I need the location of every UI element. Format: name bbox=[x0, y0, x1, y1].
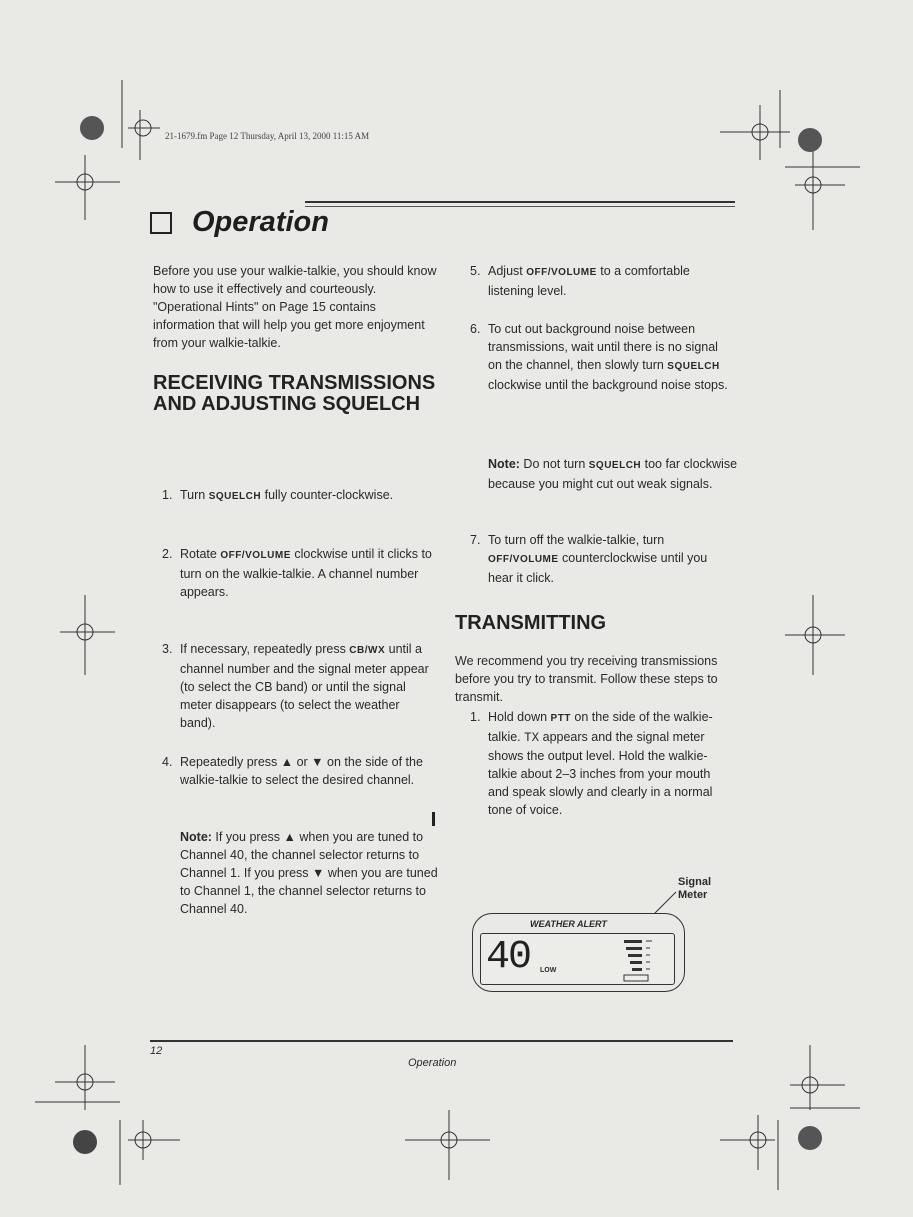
low-indicator: LOW bbox=[540, 967, 557, 974]
battery-icon bbox=[624, 975, 648, 981]
note-channel-wrap: Note: If you press ▲ when you are tuned to Channel 40, the channel selector returns to Channel 1. If you press ▼ when you are tuned to Channel 1, the channel selector returns to Channel 40. bbox=[180, 830, 438, 916]
section-heading-transmitting: TRANSMITTING bbox=[455, 612, 607, 634]
page-number: 12 bbox=[150, 1045, 163, 1057]
list-item: 5. Adjust OFF/VOLUME to a comfortable listening level. bbox=[470, 264, 690, 298]
transmit-intro: We recommend you try receiving transmissions before you try to transmit. Follow these steps to transmit. bbox=[455, 654, 718, 704]
footer-section-title: Operation bbox=[408, 1057, 457, 1069]
section-heading-receiving: RECEIVING TRANSMISSIONS AND ADJUSTING SQUELCH bbox=[153, 372, 436, 415]
list-item: 1. Turn SQUELCH fully counter-clockwise. bbox=[162, 488, 394, 502]
footer-rule bbox=[150, 1040, 733, 1042]
page-title-row bbox=[150, 206, 329, 239]
title-rule bbox=[305, 201, 735, 203]
list-item: 1. Hold down PTT on the side of the walkie-talkie. TX appears and the signal meter shows the output level. Hold the walkie-talkie about 2–3 inches from your mouth and speak slowly and clearly in a normal tone of voice. bbox=[470, 710, 713, 817]
list-item: 3. If necessary, repeatedly press CB/WX until a channel number and the signal meter appear (to select the CB band) or until the signal meter disappears (to select the weather band). bbox=[162, 642, 429, 730]
print-header: 21-1679.fm Page 12 Thursday, April 13, 2000 11:15 AM bbox=[165, 131, 370, 141]
note-squelch: Note: Do not turn SQUELCH too far clockwise because you might cut out weak signals. bbox=[488, 457, 738, 491]
list-item: 7. To turn off the walkie-talkie, turn OFF/VOLUME counterclockwise until you hear it click. bbox=[470, 533, 708, 585]
change-bar bbox=[432, 812, 435, 826]
list-item: 4. Repeatedly press ▲ or ▼ on the side of the walkie-talkie to select the desired channel. bbox=[162, 755, 423, 787]
crop-dot-bottom-right bbox=[798, 1126, 822, 1150]
intro-paragraph: Before you use your walkie-talkie, you should know how to use it effectively and courteously. "Operational Hints" on Page 15 contains information that will help you get more enjoyment from your walkie-talkie. bbox=[153, 264, 437, 350]
crop-dot-top-left bbox=[80, 116, 104, 140]
page-title: Operation bbox=[192, 206, 329, 238]
checkbox-square-icon bbox=[150, 212, 172, 234]
list-item: 6. To cut out background noise between transmissions, wait until there is no signal on the channel, then slowly turn SQUELCH clockwise until the background noise stops. bbox=[470, 322, 728, 392]
list-item: 2. Rotate OFF/VOLUME clockwise until it clicks to turn on the walkie-talkie. A channel number appears. bbox=[162, 547, 432, 599]
title-rule-thin bbox=[305, 206, 735, 207]
channel-number: 40 bbox=[486, 935, 531, 980]
signal-meter-bars bbox=[622, 938, 670, 982]
crop-dot-bottom-left bbox=[73, 1130, 97, 1154]
signal-meter-label: Signal Meter bbox=[678, 876, 712, 901]
weather-alert-label: WEATHER ALERT bbox=[530, 919, 607, 929]
crop-dot-top-right bbox=[798, 128, 822, 152]
